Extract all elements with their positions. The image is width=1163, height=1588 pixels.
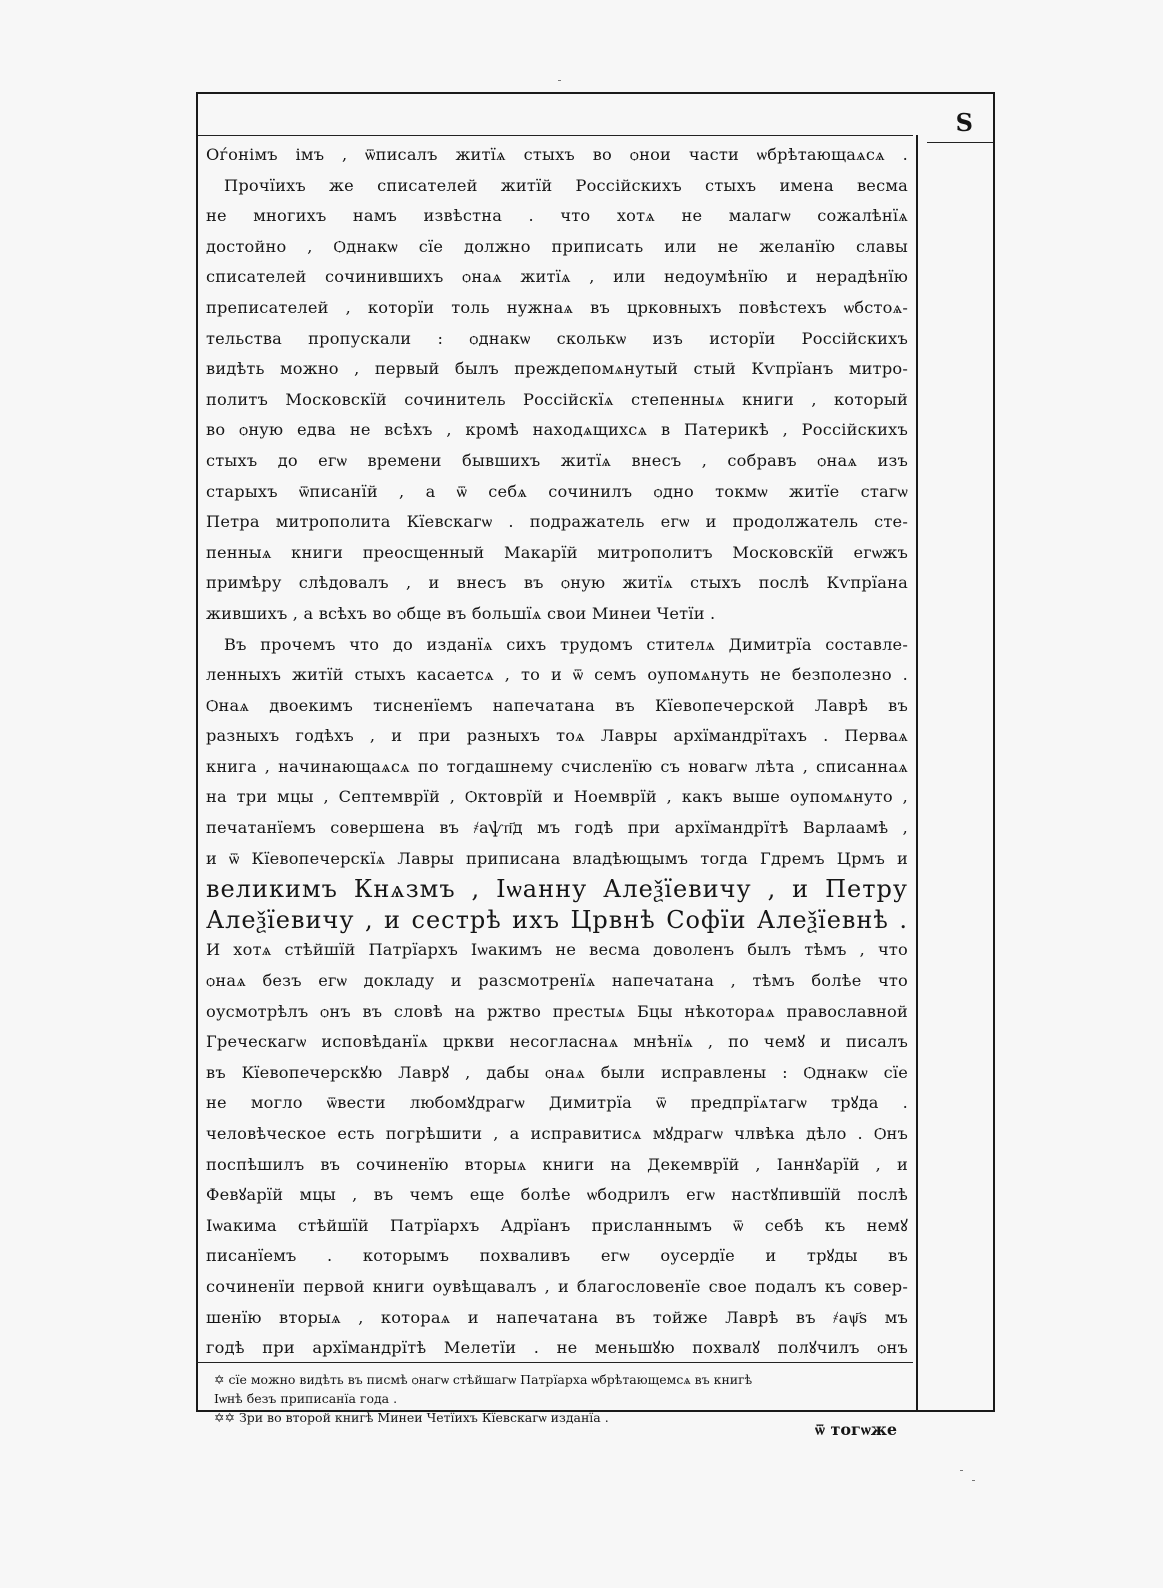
print-speck: [972, 1480, 975, 1481]
text-line: достойно , Ѻднакѡ сїе должно приписать или не желанїю славы: [206, 236, 908, 256]
text-line: человѣческое есть погрѣшити , а исправитисѧ мꙋдрагѡ члвѣка дѣло . Ѻнъ: [206, 1124, 908, 1143]
text-line: оусмотрѣлъ ѻнъ въ словѣ на ржтво престыѧ Бцы нѣкотораѧ православной: [206, 1001, 908, 1021]
footnote-mark: ✡: [214, 1372, 225, 1387]
text-line: ленныхъ житїй стыхъ касаетсѧ , то и ѿ семъ оупомѧнуть не безполезно .: [206, 665, 908, 685]
text-line: политъ Московскїй сочинитель Россійскїѧ степенныѧ книги , который: [206, 389, 908, 409]
text-line: примѣру слѣдовалъ , и внесъ въ ѻную житїѧ стыхъ послѣ Кѵпрїана: [206, 573, 908, 593]
text-line: не многихъ намъ извѣстна . что хотѧ не малагѡ сожалѣнїѧ: [206, 206, 908, 226]
text-line: сочиненїи первой книги оувѣщавалъ , и благословенїе свое подалъ къ совер-: [206, 1276, 908, 1296]
text-line: Іѡакима стѣйшїй Патрїархъ Адрїанъ присланнымъ ѿ себѣ къ немꙋ: [206, 1215, 908, 1235]
frame-rule-header: [196, 135, 913, 136]
text-line: старыхъ ѿписанїй , а ѿ себѧ сочинилъ ѻдно токмѡ житїе стагѡ: [206, 481, 908, 501]
footnote-1-cont: Іѡнѣ безъ приписанїа года .: [214, 1391, 398, 1406]
text-line: списателей сочинившихъ ѻнаѧ житїѧ , или недоумѣнїю и нерадѣнїю: [206, 267, 908, 287]
frame-rule-top: [196, 92, 995, 94]
print-speck: [558, 80, 561, 81]
frame-rule-folio: [927, 142, 995, 143]
text-line: Петра митрополита Кїевскагѡ . подражатель егѡ и продолжатель сте-: [206, 512, 908, 532]
text-line: пенныѧ книги преосщенный Макарїй митрополитъ Московскїй егѡжъ: [206, 542, 908, 562]
footnote-text: сїе можно видѣть въ писмѣ ѻнагѡ стѣйшагѡ Патрїарха ѡбрѣтающемсѧ въ книгѣ: [228, 1372, 753, 1387]
text-segment: въ Кїевопечерскꙋю Лаврꙋ , дабы ѻнаѧ были исправлены : Ѻднакѡ сїе: [206, 1062, 908, 1082]
footnote-text: Зри во второй книгѣ Минеи Четїихъ Кїевскагѡ изданїа .: [238, 1410, 609, 1425]
text-line: ѻнаѧ безъ егѡ докладу и разсмотренїѧ напечатана , тѣмъ болѣе что: [206, 971, 908, 991]
text-line: поспѣшилъ въ сочиненїю вторыѧ книги на Декемврїй , Іаннꙋарїй , и: [206, 1154, 908, 1174]
text-line: писанїемъ . которымъ похваливъ егѡ оусердїе и трꙋды въ: [206, 1246, 908, 1266]
text-line: шенїю вторыѧ , котораѧ и напечатана въ тойже Лаврѣ въ ҂аѱ҃ѕ мъ: [206, 1307, 908, 1327]
text-line: годѣ при архїмандрїтѣ Мелетїи . не меньшꙋю похвалꙋ полꙋчилъ ѻнъ: [206, 1338, 908, 1358]
text-line-large: великимъ Кнѧзмъ , Іѡанну Алеѯїевичу , и Петру: [206, 875, 908, 904]
text-line: Греческагѡ исповѣданїѧ цркви несогласнаѧ мнѣнїѧ , по чемꙋ и писалъ: [206, 1032, 908, 1052]
footnote-1: [214, 1370, 914, 1389]
text-line: книга , начинающаѧсѧ по тогдашнему счисленїю съ новагѡ лѣта , списаннаѧ: [206, 756, 908, 776]
text-line: видѣть можно , первый былъ преждепомѧнутый стый Кѵпрїанъ митро-: [206, 359, 908, 379]
text-line: Въ прочемъ что до изданїѧ сихъ трудомъ стителѧ Димитрїа составле-: [224, 634, 908, 654]
catchword: ѿ тогѡже: [815, 1420, 898, 1439]
text-line: стыхъ до егѡ времени бывшихъ житїѧ внесъ , собравъ ѻнаѧ изъ: [206, 450, 908, 470]
text-line: Февꙋарїй мцы , въ чемъ еще болѣе ѡбодрилъ егѡ настꙋпившїй послѣ: [206, 1185, 908, 1205]
folio-number: Ѕ: [955, 108, 973, 137]
text-line: печатанїемъ совершена въ ҂аѱп҃д мъ годѣ при архїмандрїтѣ Варлаамѣ ,: [206, 818, 908, 838]
text-line: преписателей , которїи толь нужнаѧ въ црковныхъ повѣстехъ ѡбстоѧ-: [206, 297, 908, 317]
frame-rule-left: [196, 92, 198, 1410]
text-line: [206, 1058, 908, 1089]
text-line: на три мцы , Септемврїй , Ѻктоврїй и Ноемврїй , какъ выше оупомѧнуто ,: [206, 787, 908, 807]
text-line: тельства пропускали : ѻднакѡ сколькѡ изъ исторїи Россійскихъ: [206, 328, 908, 348]
text-line-large: Алеѯїевичу , и сестрѣ ихъ Црвнѣ Софїи Алеѯїевнѣ .: [206, 905, 908, 934]
text-line: И хотѧ стѣйшїй Патрїархъ Іѡакимъ не весма доволенъ былъ тѣмъ , что: [206, 940, 908, 960]
text-line: жившихъ , а всѣхъ во ѻбще въ большїѧ свои Минеи Четїи .: [206, 603, 716, 623]
text-line: и ѿ Кїевопечерскїѧ Лавры приписана владѣющымъ тогда Гдремъ Црмъ и: [206, 848, 908, 868]
main-text: [206, 140, 908, 1364]
print-speck: [960, 1470, 963, 1471]
footnote-2: [214, 1408, 914, 1427]
text-line: Оѓонімъ імъ , ѿписалъ житїѧ стыхъ во ѻнои части ѡбрѣтающаѧсѧ .: [206, 145, 908, 164]
footnote-mark: ✡✡: [214, 1410, 235, 1425]
frame-rule-outer-right: [993, 92, 995, 1410]
text-line: разныхъ годѣхъ , и при разныхъ тоѧ Лавры архїмандрїтахъ . Перваѧ: [206, 726, 908, 746]
page-frame: [190, 92, 995, 1510]
text-line: не могло ѿвести любомꙋдрагѡ Димитрїа ѿ предпрїѧтагѡ трꙋда .: [206, 1093, 908, 1113]
frame-rule-inner-right: [916, 135, 918, 1410]
text-line: Ѻнаѧ двоекимъ тисненїемъ напечатана въ Кїевопечерской Лаврѣ въ: [206, 695, 908, 715]
text-line: во ѻную едва не всѣхъ , кромѣ находѧщихсѧ в Патерикѣ , Россійскихъ: [206, 420, 908, 440]
text-line: Прочїихъ же списателей житїй Россійскихъ стыхъ имена весма: [224, 175, 908, 195]
footnotes: [214, 1370, 914, 1427]
